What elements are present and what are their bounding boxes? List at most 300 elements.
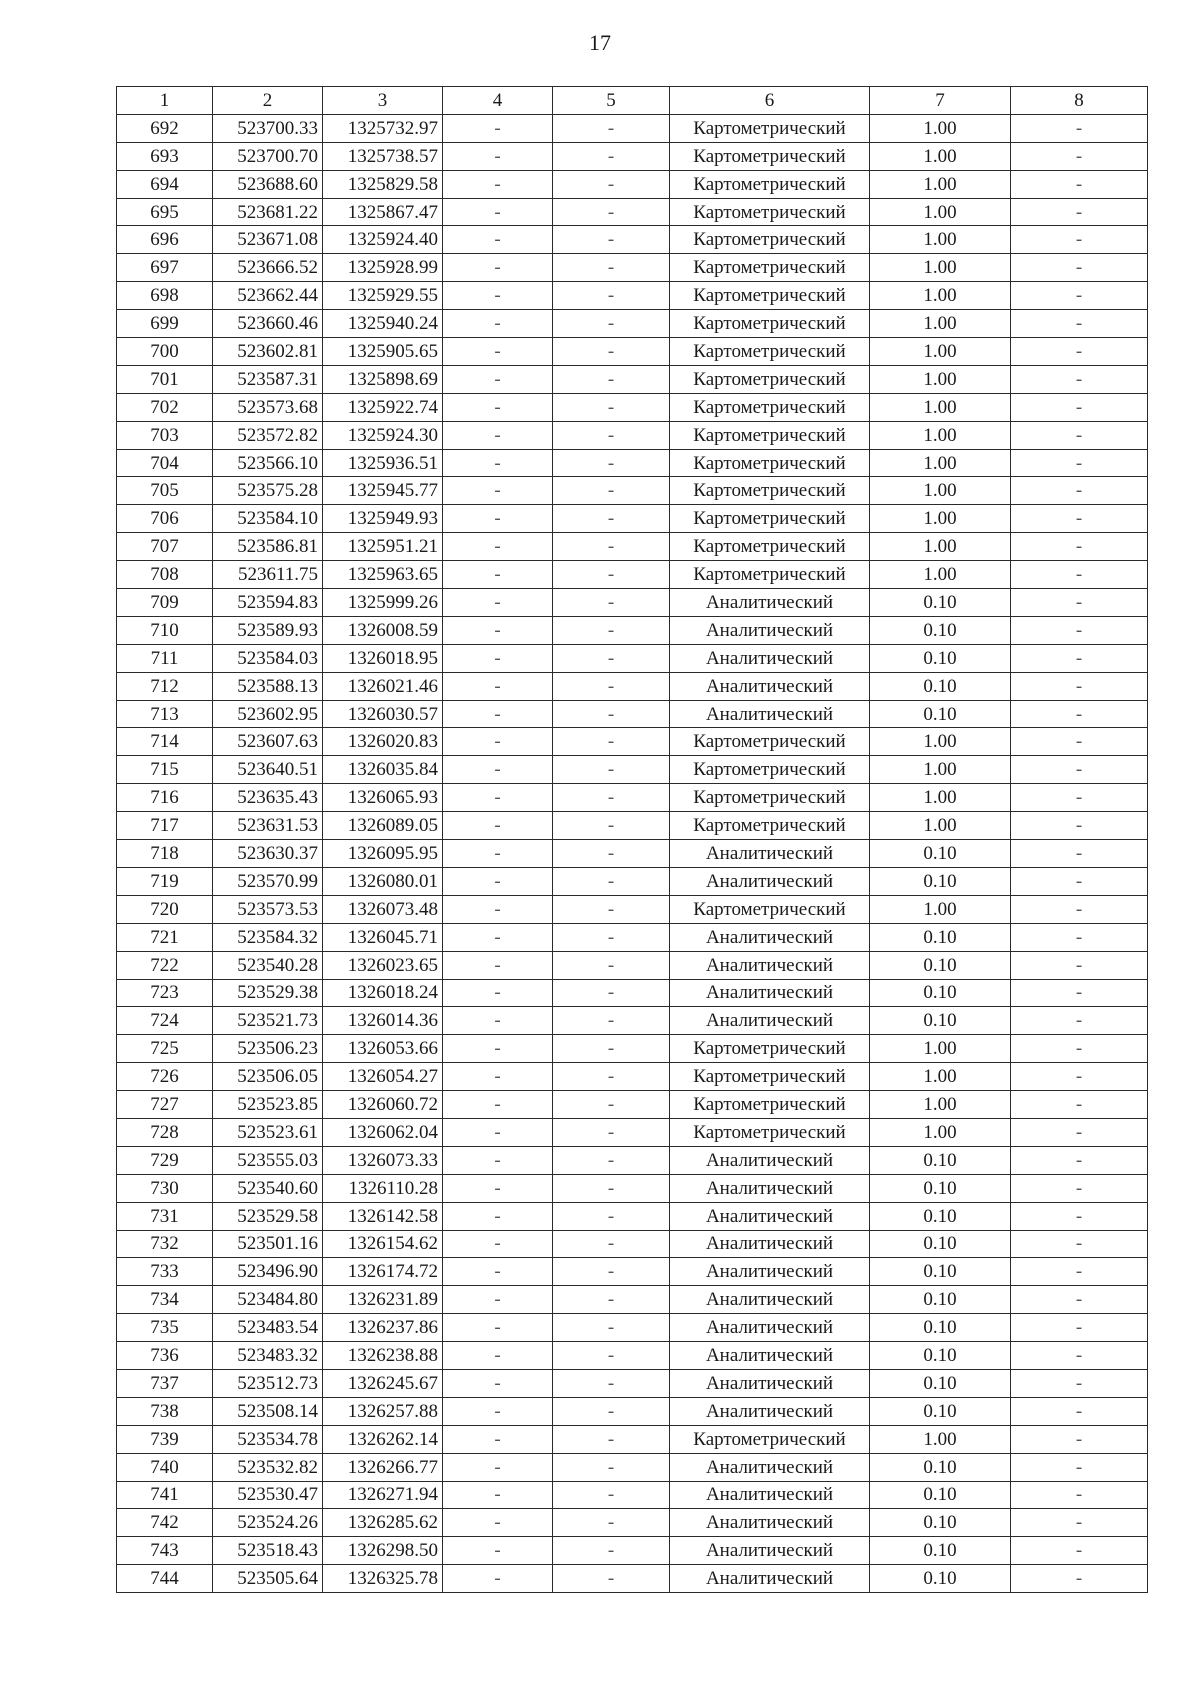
cell-accuracy: 0.10 [870,1453,1011,1481]
cell-accuracy: 1.00 [870,477,1011,505]
cell-col-4: - [443,1453,553,1481]
cell-col-5: - [553,895,670,923]
page-number: 17 [589,30,611,55]
cell-col-4: - [443,700,553,728]
cell-accuracy: 1.00 [870,895,1011,923]
cell-y-coordinate: 1326257.88 [323,1397,443,1425]
cell-point-number: 737 [117,1369,213,1397]
cell-col-4: - [443,644,553,672]
cell-x-coordinate: 523660.46 [213,310,323,338]
cell-col-4: - [443,784,553,812]
cell-method: Картометрический [670,812,870,840]
cell-col-5: - [553,1453,670,1481]
cell-point-number: 708 [117,561,213,589]
cell-col-5: - [553,1286,670,1314]
cell-x-coordinate: 523671.08 [213,226,323,254]
cell-accuracy: 0.10 [870,644,1011,672]
cell-accuracy: 0.10 [870,923,1011,951]
cell-col-4: - [443,1481,553,1509]
cell-y-coordinate: 1326035.84 [323,756,443,784]
cell-y-coordinate: 1325867.47 [323,198,443,226]
cell-col-8: - [1011,867,1148,895]
cell-accuracy: 0.10 [870,1537,1011,1565]
cell-col-4: - [443,1146,553,1174]
cell-col-8: - [1011,505,1148,533]
cell-point-number: 721 [117,923,213,951]
cell-method: Аналитический [670,1174,870,1202]
cell-point-number: 725 [117,1035,213,1063]
cell-accuracy: 1.00 [870,421,1011,449]
cell-col-4: - [443,1397,553,1425]
cell-col-4: - [443,1509,553,1537]
cell-col-8: - [1011,1118,1148,1146]
cell-point-number: 702 [117,393,213,421]
cell-col-8: - [1011,923,1148,951]
cell-accuracy: 0.10 [870,1509,1011,1537]
cell-x-coordinate: 523523.61 [213,1118,323,1146]
cell-col-5: - [553,142,670,170]
cell-method: Картометрический [670,1091,870,1119]
cell-col-5: - [553,1063,670,1091]
cell-x-coordinate: 523496.90 [213,1258,323,1286]
cell-x-coordinate: 523523.85 [213,1091,323,1119]
cell-col-4: - [443,1565,553,1593]
cell-accuracy: 1.00 [870,338,1011,366]
cell-method: Аналитический [670,951,870,979]
column-header-3: 3 [323,87,443,115]
cell-col-4: - [443,867,553,895]
cell-x-coordinate: 523524.26 [213,1509,323,1537]
cell-y-coordinate: 1326062.04 [323,1118,443,1146]
table-row [117,561,1148,589]
table-row [117,1007,1148,1035]
cell-x-coordinate: 523555.03 [213,1146,323,1174]
table-row [117,505,1148,533]
cell-point-number: 704 [117,449,213,477]
table-row [117,756,1148,784]
cell-accuracy: 0.10 [870,951,1011,979]
cell-x-coordinate: 523584.03 [213,644,323,672]
cell-y-coordinate: 1326245.67 [323,1369,443,1397]
table-row [117,923,1148,951]
cell-method: Аналитический [670,1481,870,1509]
cell-point-number: 726 [117,1063,213,1091]
cell-accuracy: 1.00 [870,728,1011,756]
cell-x-coordinate: 523602.81 [213,338,323,366]
cell-col-8: - [1011,533,1148,561]
table-row [117,589,1148,617]
column-header-2: 2 [213,87,323,115]
cell-col-5: - [553,867,670,895]
cell-col-4: - [443,812,553,840]
cell-col-4: - [443,505,553,533]
cell-point-number: 733 [117,1258,213,1286]
cell-x-coordinate: 523566.10 [213,449,323,477]
cell-method: Картометрический [670,170,870,198]
cell-x-coordinate: 523573.68 [213,393,323,421]
table-row [117,700,1148,728]
cell-x-coordinate: 523584.32 [213,923,323,951]
table-row [117,198,1148,226]
cell-col-4: - [443,477,553,505]
cell-method: Картометрический [670,477,870,505]
cell-method: Картометрический [670,895,870,923]
table-row [117,1146,1148,1174]
cell-col-5: - [553,1425,670,1453]
cell-point-number: 723 [117,979,213,1007]
cell-method: Картометрический [670,756,870,784]
cell-col-4: - [443,1174,553,1202]
cell-point-number: 713 [117,700,213,728]
cell-x-coordinate: 523681.22 [213,198,323,226]
cell-col-4: - [443,421,553,449]
table-row [117,477,1148,505]
cell-col-4: - [443,1091,553,1119]
cell-col-5: - [553,421,670,449]
cell-col-5: - [553,254,670,282]
cell-y-coordinate: 1326237.86 [323,1314,443,1342]
cell-method: Аналитический [670,1286,870,1314]
cell-method: Аналитический [670,1397,870,1425]
cell-col-5: - [553,728,670,756]
cell-col-8: - [1011,1509,1148,1537]
cell-col-5: - [553,505,670,533]
table-row [117,1565,1148,1593]
table-row [117,142,1148,170]
cell-col-4: - [443,1314,553,1342]
cell-y-coordinate: 1326174.72 [323,1258,443,1286]
cell-col-4: - [443,728,553,756]
cell-col-8: - [1011,1565,1148,1593]
cell-accuracy: 0.10 [870,979,1011,1007]
cell-y-coordinate: 1326089.05 [323,812,443,840]
cell-col-4: - [443,1258,553,1286]
cell-accuracy: 1.00 [870,784,1011,812]
cell-col-5: - [553,1565,670,1593]
cell-accuracy: 0.10 [870,700,1011,728]
cell-point-number: 695 [117,198,213,226]
cell-col-4: - [443,923,553,951]
cell-col-8: - [1011,1481,1148,1509]
cell-col-8: - [1011,1314,1148,1342]
cell-col-5: - [553,1091,670,1119]
cell-method: Аналитический [670,923,870,951]
cell-col-5: - [553,1509,670,1537]
cell-accuracy: 1.00 [870,533,1011,561]
cell-col-5: - [553,170,670,198]
cell-y-coordinate: 1326021.46 [323,672,443,700]
table-row [117,728,1148,756]
cell-col-8: - [1011,561,1148,589]
cell-col-4: - [443,1007,553,1035]
cell-accuracy: 1.00 [870,812,1011,840]
cell-x-coordinate: 523483.32 [213,1342,323,1370]
cell-col-8: - [1011,477,1148,505]
cell-y-coordinate: 1325945.77 [323,477,443,505]
cell-method: Аналитический [670,1453,870,1481]
cell-y-coordinate: 1326238.88 [323,1342,443,1370]
cell-col-8: - [1011,198,1148,226]
cell-y-coordinate: 1326266.77 [323,1453,443,1481]
cell-col-8: - [1011,338,1148,366]
cell-point-number: 694 [117,170,213,198]
cell-col-5: - [553,951,670,979]
cell-col-8: - [1011,1174,1148,1202]
cell-point-number: 710 [117,616,213,644]
cell-y-coordinate: 1326023.65 [323,951,443,979]
cell-y-coordinate: 1325999.26 [323,589,443,617]
cell-point-number: 709 [117,589,213,617]
cell-y-coordinate: 1326271.94 [323,1481,443,1509]
cell-accuracy: 1.00 [870,310,1011,338]
cell-col-5: - [553,561,670,589]
cell-col-4: - [443,1118,553,1146]
cell-accuracy: 1.00 [870,505,1011,533]
cell-method: Аналитический [670,840,870,868]
cell-method: Картометрический [670,226,870,254]
cell-method: Картометрический [670,728,870,756]
cell-col-8: - [1011,449,1148,477]
cell-col-4: - [443,1230,553,1258]
table-row [117,644,1148,672]
cell-method: Картометрический [670,784,870,812]
cell-x-coordinate: 523512.73 [213,1369,323,1397]
cell-point-number: 722 [117,951,213,979]
cell-x-coordinate: 523611.75 [213,561,323,589]
cell-method: Картометрический [670,198,870,226]
cell-col-8: - [1011,1035,1148,1063]
cell-x-coordinate: 523602.95 [213,700,323,728]
cell-method: Аналитический [670,1565,870,1593]
cell-y-coordinate: 1326014.36 [323,1007,443,1035]
cell-col-4: - [443,449,553,477]
cell-point-number: 696 [117,226,213,254]
cell-y-coordinate: 1326325.78 [323,1565,443,1593]
cell-accuracy: 0.10 [870,1369,1011,1397]
cell-accuracy: 0.10 [870,1286,1011,1314]
cell-col-4: - [443,226,553,254]
cell-method: Картометрический [670,365,870,393]
cell-accuracy: 0.10 [870,840,1011,868]
cell-col-4: - [443,1342,553,1370]
cell-col-5: - [553,1481,670,1509]
cell-col-5: - [553,644,670,672]
cell-col-4: - [443,365,553,393]
cell-y-coordinate: 1325951.21 [323,533,443,561]
cell-accuracy: 1.00 [870,393,1011,421]
cell-accuracy: 0.10 [870,1174,1011,1202]
table-row [117,1509,1148,1537]
table-row [117,1035,1148,1063]
cell-method: Аналитический [670,1314,870,1342]
cell-y-coordinate: 1326053.66 [323,1035,443,1063]
cell-point-number: 698 [117,282,213,310]
table-row [117,393,1148,421]
cell-x-coordinate: 523700.70 [213,142,323,170]
cell-col-5: - [553,1230,670,1258]
cell-accuracy: 1.00 [870,1091,1011,1119]
cell-x-coordinate: 523521.73 [213,1007,323,1035]
cell-method: Картометрический [670,1035,870,1063]
table-row [117,979,1148,1007]
cell-x-coordinate: 523530.47 [213,1481,323,1509]
cell-x-coordinate: 523640.51 [213,756,323,784]
cell-y-coordinate: 1325922.74 [323,393,443,421]
cell-point-number: 701 [117,365,213,393]
cell-col-5: - [553,756,670,784]
cell-point-number: 693 [117,142,213,170]
cell-point-number: 741 [117,1481,213,1509]
cell-col-8: - [1011,756,1148,784]
cell-x-coordinate: 523587.31 [213,365,323,393]
cell-x-coordinate: 523594.83 [213,589,323,617]
table-row [117,867,1148,895]
cell-point-number: 719 [117,867,213,895]
table-header-row [117,87,1148,115]
cell-col-5: - [553,1202,670,1230]
cell-x-coordinate: 523573.53 [213,895,323,923]
table-row [117,1369,1148,1397]
coordinates-table [116,86,1148,1593]
cell-col-5: - [553,923,670,951]
cell-col-8: - [1011,365,1148,393]
table-row [117,421,1148,449]
table-row [117,1174,1148,1202]
cell-col-5: - [553,1537,670,1565]
cell-point-number: 714 [117,728,213,756]
cell-col-4: - [443,1425,553,1453]
cell-col-4: - [443,840,553,868]
cell-y-coordinate: 1326030.57 [323,700,443,728]
cell-col-4: - [443,561,553,589]
table-row [117,616,1148,644]
cell-y-coordinate: 1326060.72 [323,1091,443,1119]
cell-x-coordinate: 523572.82 [213,421,323,449]
cell-point-number: 705 [117,477,213,505]
cell-col-5: - [553,1174,670,1202]
cell-point-number: 736 [117,1342,213,1370]
cell-col-4: - [443,589,553,617]
cell-x-coordinate: 523635.43 [213,784,323,812]
cell-col-5: - [553,198,670,226]
cell-y-coordinate: 1325924.40 [323,226,443,254]
cell-col-4: - [443,254,553,282]
cell-x-coordinate: 523631.53 [213,812,323,840]
column-header-5: 5 [553,87,670,115]
cell-accuracy: 1.00 [870,1035,1011,1063]
cell-col-5: - [553,1397,670,1425]
cell-y-coordinate: 1325940.24 [323,310,443,338]
cell-col-5: - [553,1314,670,1342]
cell-y-coordinate: 1326231.89 [323,1286,443,1314]
cell-accuracy: 0.10 [870,1565,1011,1593]
table-row [117,282,1148,310]
cell-point-number: 700 [117,338,213,366]
cell-y-coordinate: 1326110.28 [323,1174,443,1202]
cell-accuracy: 0.10 [870,1202,1011,1230]
column-header-4: 4 [443,87,553,115]
cell-col-5: - [553,812,670,840]
cell-method: Аналитический [670,672,870,700]
cell-col-5: - [553,1007,670,1035]
cell-x-coordinate: 523589.93 [213,616,323,644]
cell-point-number: 720 [117,895,213,923]
cell-col-8: - [1011,1453,1148,1481]
cell-col-5: - [553,365,670,393]
cell-point-number: 718 [117,840,213,868]
cell-point-number: 716 [117,784,213,812]
cell-col-8: - [1011,812,1148,840]
cell-method: Аналитический [670,1202,870,1230]
cell-method: Картометрический [670,561,870,589]
cell-col-4: - [443,114,553,142]
cell-y-coordinate: 1325829.58 [323,170,443,198]
cell-col-4: - [443,198,553,226]
cell-col-4: - [443,1286,553,1314]
column-header-8: 8 [1011,87,1148,115]
cell-accuracy: 0.10 [870,1342,1011,1370]
cell-y-coordinate: 1325949.93 [323,505,443,533]
cell-y-coordinate: 1326073.33 [323,1146,443,1174]
table-row [117,226,1148,254]
cell-col-8: - [1011,393,1148,421]
cell-col-5: - [553,338,670,366]
cell-point-number: 738 [117,1397,213,1425]
cell-point-number: 740 [117,1453,213,1481]
table-row [117,1314,1148,1342]
cell-col-8: - [1011,1258,1148,1286]
cell-x-coordinate: 523506.23 [213,1035,323,1063]
cell-col-4: - [443,672,553,700]
cell-y-coordinate: 1326154.62 [323,1230,443,1258]
cell-y-coordinate: 1325924.30 [323,421,443,449]
cell-method: Картометрический [670,505,870,533]
cell-col-5: - [553,226,670,254]
cell-col-4: - [443,282,553,310]
cell-col-5: - [553,282,670,310]
cell-point-number: 729 [117,1146,213,1174]
cell-col-8: - [1011,114,1148,142]
cell-accuracy: 1.00 [870,1063,1011,1091]
cell-accuracy: 0.10 [870,672,1011,700]
cell-method: Аналитический [670,616,870,644]
cell-col-8: - [1011,1342,1148,1370]
cell-point-number: 692 [117,114,213,142]
cell-y-coordinate: 1325738.57 [323,142,443,170]
cell-col-5: - [553,784,670,812]
cell-col-8: - [1011,1369,1148,1397]
cell-y-coordinate: 1326262.14 [323,1425,443,1453]
cell-y-coordinate: 1325732.97 [323,114,443,142]
cell-point-number: 730 [117,1174,213,1202]
cell-col-5: - [553,1258,670,1286]
table-row [117,1397,1148,1425]
column-header-6: 6 [670,87,870,115]
cell-method: Аналитический [670,700,870,728]
cell-col-8: - [1011,951,1148,979]
cell-accuracy: 1.00 [870,1118,1011,1146]
cell-col-8: - [1011,1537,1148,1565]
cell-y-coordinate: 1326142.58 [323,1202,443,1230]
cell-point-number: 715 [117,756,213,784]
cell-accuracy: 1.00 [870,1425,1011,1453]
cell-col-8: - [1011,142,1148,170]
cell-col-8: - [1011,644,1148,672]
cell-y-coordinate: 1326080.01 [323,867,443,895]
cell-y-coordinate: 1326008.59 [323,616,443,644]
cell-y-coordinate: 1325905.65 [323,338,443,366]
cell-col-5: - [553,589,670,617]
